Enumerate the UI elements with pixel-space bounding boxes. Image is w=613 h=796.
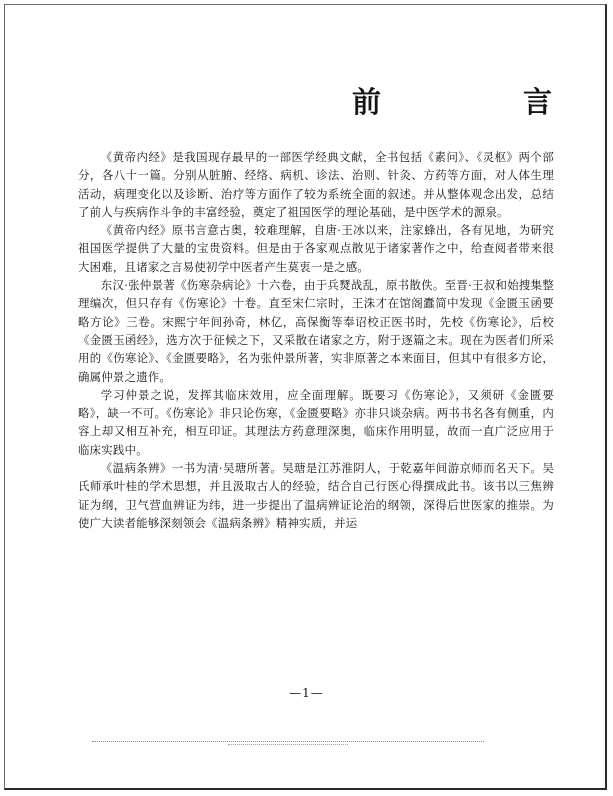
paragraph-4: 学习仲景之说，发挥其临床效用，应全面理解。既要习《伤寒论》，又须研《金匮要略》，缺一不可。《伤寒论》非只论伤寒，《金匮要略》亦非只谈杂病。两书书名各有侧重，内容上却又相互补充，相互印证。其理法方药意理深奥，临床作用明显，故而一直广泛应用于临床实践中。: [78, 387, 554, 457]
paragraph-2: 《黄帝内经》原书言意古奥，较难理解，自唐·王冰以来，注家蜂出，各有见地，为研究祖国医学提供了大量的宝贵资料。但是由于各家观点散见于诸家著作之中，给查阅者带来很大困难，且诸家之言易使初学中医者产生莫衷一是之感。: [78, 223, 554, 274]
scan-edge-line-secondary: [228, 744, 348, 745]
preface-body: [78, 148, 554, 532]
page-title: [352, 82, 552, 122]
paragraph-3: 东汉·张仲景著《伤寒杂病论》十六卷，由于兵燹战乱，原书散佚。至晋·王叔和始捜集整理编次，但只存有《伤寒论》十卷。直至宋仁宗时，王洙才在馆阁蠹简中发现《金匮玉函要略方论》三卷。宋熙宁年间孙奇，林亿，高保衡等奉诏校正医书时，先校《伤寒论》，后校《金匮玉函经》，选方次于征候之下，又采散在诸家之方，附于逐篇之末。现在为医者们所采用的《伤寒论》、《金匮要略》，名为张仲景所著，实非原著之本来面目，但其中有很多方论，确属仲景之遗作。: [78, 278, 554, 384]
paragraph-5: 《温病条辨》一书为清·吴瑭所著。吴瑭是江苏淮阴人，于乾嘉年间游京师而名天下。吴氏师承叶桂的学术思想，并且汲取古人的经验，结合自己行医心得撰成此书。该书以三焦辨证为纲，卫气营血辨证为纬，进一步提出了温病辨证论治的纲领，深得后世医家的推崇。为使广大读者能够深刻领会《温病条辨》精神实质，并运: [78, 461, 554, 530]
title-char-1: 前: [352, 85, 382, 119]
scan-edge-line: [92, 741, 484, 742]
paragraph-1: 《黄帝内经》是我国现存最早的一部医学经典文献，全书包括《素问》、《灵枢》两个部分，各八十一篇。分别从脏腑、经络、病机、诊法、治则、针灸、方药等方面，对人体生理活动，病理变化以及诊断、治疗等方面作了较为系统全面的叙述。并从整体观念出发，总结了前人与疾病作斗争的丰富经验，奠定了祖国医学的理论基础，是中医学术的源泉。: [78, 150, 554, 219]
page-number: —1—: [289, 686, 324, 700]
title-char-2: 言: [522, 85, 552, 119]
